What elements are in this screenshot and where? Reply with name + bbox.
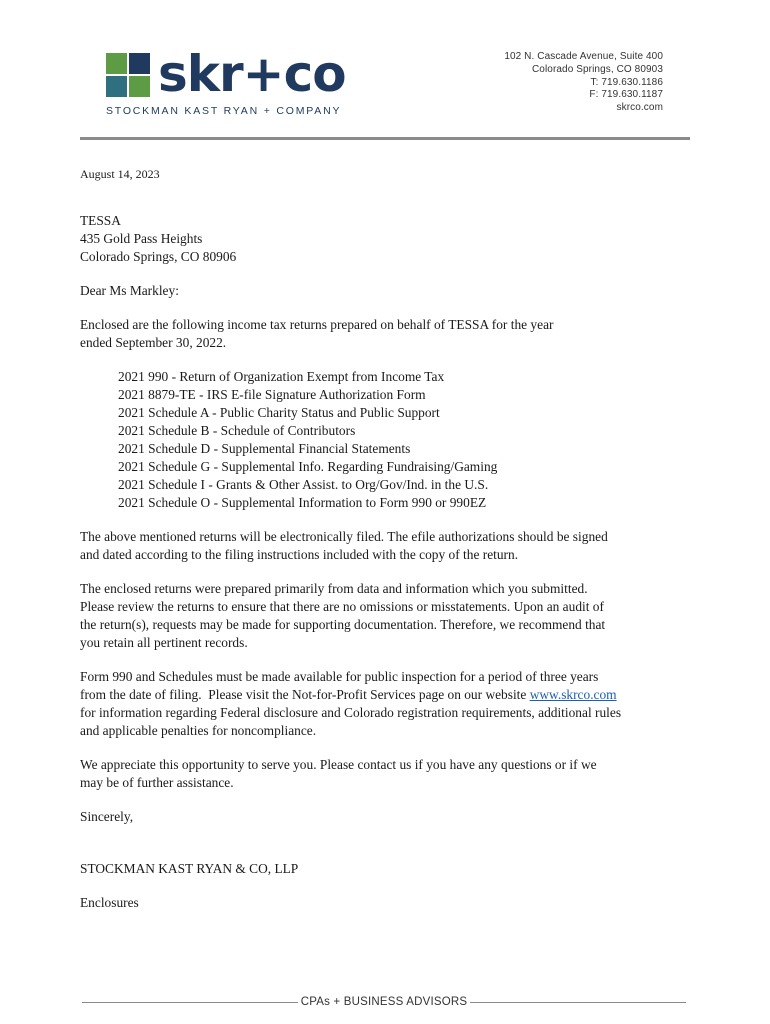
- recipient-name: TESSA: [80, 213, 121, 228]
- appreciation-paragraph: [80, 756, 700, 792]
- logo-square-teal-icon: [106, 76, 127, 97]
- logo-square-green-icon: [129, 76, 150, 97]
- paragraph-line: and applicable penalties for noncompliance.: [80, 723, 317, 738]
- paragraph-line: The above mentioned returns will be electronically filed. The efile authorizations should be signed: [80, 529, 608, 544]
- logo-wordmark: skr+co: [158, 45, 346, 103]
- list-item: 2021 Schedule I - Grants & Other Assist. to Org/Gov/Ind. in the U.S.: [118, 477, 489, 492]
- footer-divider-left: [82, 1002, 298, 1003]
- list-item: 2021 Schedule G - Supplemental Info. Regarding Fundraising/Gaming: [118, 459, 498, 474]
- paragraph-line: ended September 30, 2022.: [80, 335, 227, 350]
- recipient-street: 435 Gold Pass Heights: [80, 231, 203, 246]
- list-item: 2021 Schedule B - Schedule of Contributors: [118, 423, 356, 438]
- website-line: skrco.com: [616, 102, 663, 114]
- enclosed-forms-list: [80, 368, 700, 512]
- recipient-city: Colorado Springs, CO 80906: [80, 249, 237, 264]
- logo-icon: [106, 53, 150, 97]
- paragraph-line: We appreciate this opportunity to serve you. Please contact us if you have any questions or if we: [80, 757, 597, 772]
- paragraph-text: from the date of filing. Please visit the Not-for-Profit Services page on our website: [80, 687, 530, 702]
- closing: Sincerely,: [80, 809, 134, 824]
- paragraph-line: for information regarding Federal disclosure and Colorado registration requirements, additional rules: [80, 705, 622, 720]
- header-divider: [80, 137, 690, 140]
- paragraph-line: [80, 686, 700, 704]
- fax-line: F: 719.630.1187: [589, 89, 663, 101]
- enclosures-label: Enclosures: [80, 895, 139, 910]
- letterhead: [0, 0, 770, 140]
- footer-divider-right: [470, 1002, 686, 1003]
- letter-body: [80, 166, 700, 912]
- phone-line: T: 719.630.1186: [590, 76, 663, 88]
- paragraph-line: and dated according to the filing instructions included with the copy of the return.: [80, 547, 519, 562]
- paragraph-line: may be of further assistance.: [80, 775, 234, 790]
- inspection-paragraph: [80, 668, 700, 740]
- paragraph-line: Please review the returns to ensure that there are no omissions or misstatements. Upon an audit of: [80, 599, 604, 614]
- efile-paragraph: [80, 528, 700, 564]
- review-paragraph: [80, 580, 700, 652]
- footer-tagline: CPAs + BUSINESS ADVISORS: [300, 996, 468, 1008]
- logo-square-green-icon: [106, 53, 127, 74]
- paragraph-line: Enclosed are the following income tax returns prepared on behalf of TESSA for the year: [80, 317, 554, 332]
- website-link[interactable]: www.skrco.com: [529, 687, 617, 702]
- firm-address: [504, 51, 663, 115]
- list-item: 2021 Schedule A - Public Charity Status and Public Support: [118, 405, 440, 420]
- paragraph-line: Form 990 and Schedules must be made available for public inspection for a period of three years: [80, 669, 599, 684]
- salutation: Dear Ms Markley:: [80, 283, 179, 298]
- paragraph-line: The enclosed returns were prepared primarily from data and information which you submitted.: [80, 581, 588, 596]
- letter-date: August 14, 2023: [80, 167, 160, 181]
- list-item: 2021 990 - Return of Organization Exempt from Income Tax: [118, 369, 445, 384]
- address-line: 102 N. Cascade Avenue, Suite 400: [504, 51, 663, 62]
- recipient-address: [80, 212, 700, 266]
- list-item: 2021 8879-TE - IRS E-file Signature Authorization Form: [118, 387, 426, 402]
- paragraph-line: you retain all pertinent records.: [80, 635, 248, 650]
- logo-tagline: STOCKMAN KAST RYAN + COMPANY: [106, 105, 342, 117]
- list-item: 2021 Schedule D - Supplemental Financial Statements: [118, 441, 411, 456]
- logo-square-navy-icon: [129, 53, 150, 74]
- address-line: Colorado Springs, CO 80903: [531, 63, 663, 75]
- list-item: 2021 Schedule O - Supplemental Information to Form 990 or 990EZ: [118, 495, 487, 510]
- signature-firm: STOCKMAN KAST RYAN & CO, LLP: [80, 861, 299, 876]
- intro-paragraph: [80, 316, 700, 352]
- paragraph-line: the return(s), requests may be made for supporting documentation. Therefore, we recommend that: [80, 617, 606, 632]
